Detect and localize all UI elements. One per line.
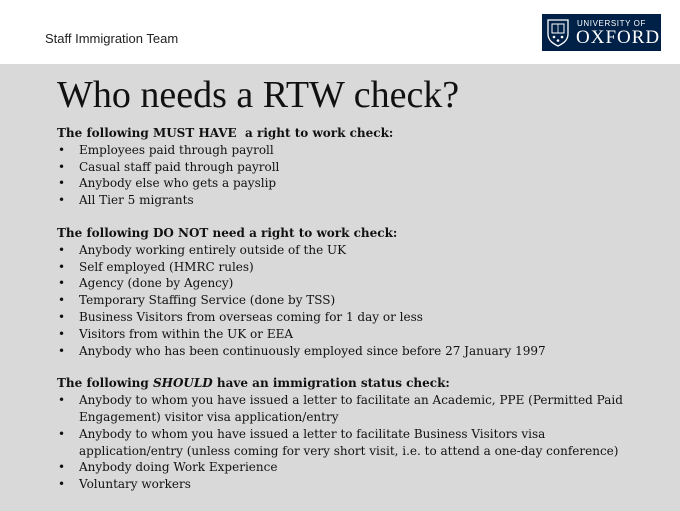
university-logo (542, 14, 661, 51)
list-item: • Anybody to whom you have issued a letter to facilitate an Academic, PPE (Permitted Paid Engagement) visitor visa application/entry (57, 392, 632, 426)
should-heading (57, 375, 632, 392)
do-not-section (57, 225, 632, 359)
list-item: • Agency (done by Agency) (57, 275, 632, 292)
list-item: • Temporary Staffing Service (done by TSS) (57, 292, 632, 309)
list-item: • Voluntary workers (57, 476, 632, 493)
do-not-list (57, 242, 632, 360)
list-item: • All Tier 5 migrants (57, 192, 632, 209)
oxford-crest-icon (546, 18, 570, 47)
list-item: • Employees paid through payroll (57, 142, 632, 159)
slide-body (57, 125, 632, 509)
must-heading-suffix: a right to work check: (236, 126, 394, 140)
must-heading-emphasis: MUST HAVE (152, 126, 237, 140)
list-item: • Anybody to whom you have issued a letter to facilitate Business Visitors visa application/entry (unless coming for very short visit, i.e. to attend a one-day conference) (57, 426, 632, 460)
list-item: • Self employed (HMRC rules) (57, 259, 632, 276)
list-item: • Anybody else who gets a payslip (57, 175, 632, 192)
logo-small-text: UNIVERSITY OF (577, 19, 646, 28)
must-heading-prefix: The following (57, 126, 153, 140)
do-not-heading-prefix: The following (57, 225, 153, 240)
should-section (57, 375, 632, 493)
do-not-heading-suffix: need a right to work check: (208, 225, 398, 240)
should-heading-suffix: have an immigration status check: (212, 376, 450, 391)
slide-title: Who needs a RTW check? (57, 74, 460, 116)
should-heading-prefix: The following (57, 376, 153, 391)
should-heading-emphasis: SHOULD (152, 376, 213, 391)
list-item: • Casual staff paid through payroll (57, 159, 632, 176)
list-item: • Anybody working entirely outside of the UK (57, 242, 632, 259)
must-list (57, 142, 632, 209)
list-item: • Visitors from within the UK or EEA (57, 326, 632, 343)
must-heading (57, 125, 632, 142)
slide-header (0, 0, 680, 64)
should-list (57, 392, 632, 493)
logo-big-text: OXFORD (576, 27, 661, 48)
must-section (57, 125, 632, 209)
list-item: • Business Visitors from overseas coming for 1 day or less (57, 309, 632, 326)
team-label: Staff Immigration Team (45, 31, 179, 46)
do-not-heading (57, 225, 632, 242)
list-item: • Anybody doing Work Experience (57, 459, 632, 476)
list-item: • Anybody who has been continuously employed since before 27 January 1997 (57, 343, 632, 360)
do-not-heading-emphasis: DO NOT (152, 225, 209, 240)
